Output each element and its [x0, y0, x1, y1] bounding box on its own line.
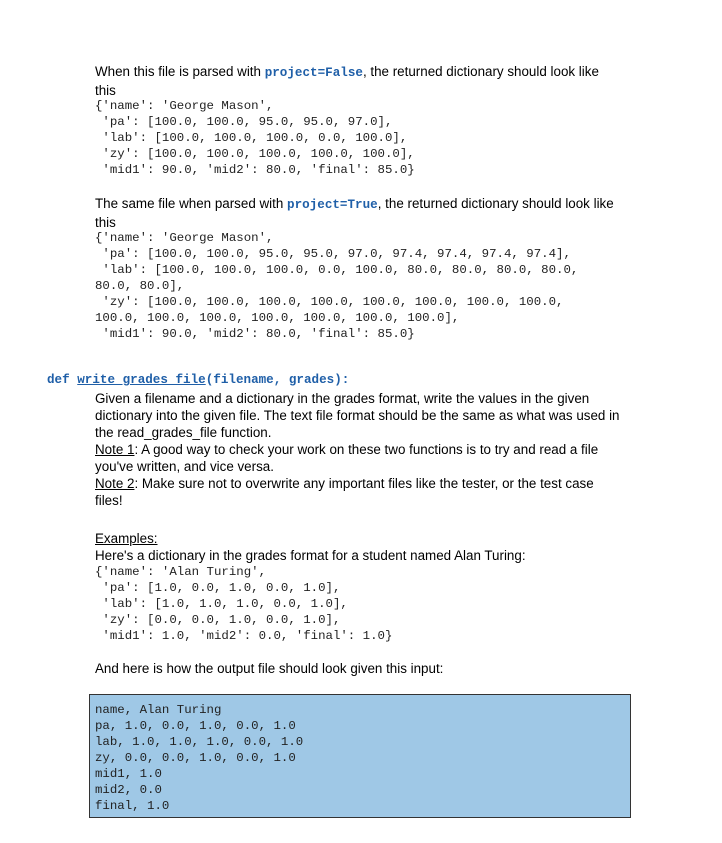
section1-code-block: [95, 98, 415, 178]
note-1: [95, 441, 705, 458]
output-line: final, 1.0: [95, 799, 170, 813]
code-line: 'mid1': 90.0, 'mid2': 80.0, 'final': 85.0}: [95, 163, 415, 177]
function-description: [95, 390, 705, 509]
code-line: {'name': 'George Mason',: [95, 99, 274, 113]
function-params: (filename, grades):: [205, 373, 350, 387]
section2-intro-prefix: The same file when parsed with: [95, 196, 288, 211]
note-2-label: Note 2: [95, 476, 135, 491]
output-line: mid1, 1.0: [95, 767, 162, 781]
section2-intro-code: project=True: [287, 198, 378, 212]
code-line: {'name': 'Alan Turing',: [95, 565, 267, 579]
function-signature: [47, 373, 349, 387]
section1-intro: [95, 63, 695, 99]
code-line: 'lab': [1.0, 1.0, 1.0, 0.0, 1.0],: [95, 597, 348, 611]
note-2: [95, 475, 705, 492]
code-line: 'zy': [100.0, 100.0, 100.0, 100.0, 100.0, 100.0, 100.0, 100.0,: [95, 295, 564, 309]
description-line: the read_grades_file function.: [95, 425, 272, 440]
code-line: 'pa': [100.0, 100.0, 95.0, 95.0, 97.0],: [95, 115, 393, 129]
def-keyword: def: [47, 373, 78, 387]
code-line: 'mid1': 1.0, 'mid2': 0.0, 'final': 1.0}: [95, 629, 393, 643]
section2-intro-suffix: , the returned dictionary should look like: [377, 196, 614, 211]
code-line: 'pa': [1.0, 0.0, 1.0, 0.0, 1.0],: [95, 581, 341, 595]
section1-intro-line2: this: [95, 83, 116, 98]
code-line: 'lab': [100.0, 100.0, 100.0, 0.0, 100.0, 80.0, 80.0, 80.0, 80.0,: [95, 263, 579, 277]
examples-header: [95, 530, 705, 564]
code-line: 'mid1': 90.0, 'mid2': 80.0, 'final': 85.0}: [95, 327, 415, 341]
code-line: {'name': 'George Mason',: [95, 231, 274, 245]
note-1-continued: you've written, and vice versa.: [95, 459, 274, 474]
section1-intro-code: project=False: [264, 66, 363, 80]
output-line: mid2, 0.0: [95, 783, 162, 797]
code-line: 'pa': [100.0, 100.0, 95.0, 95.0, 97.0, 97.4, 97.4, 97.4, 97.4],: [95, 247, 571, 261]
note-2-text: : Make sure not to overwrite any important files like the tester, or the test case: [134, 476, 594, 491]
code-line: 'zy': [0.0, 0.0, 1.0, 0.0, 1.0],: [95, 613, 341, 627]
note-1-text: : A good way to check your work on these two functions is to try and read a file: [134, 442, 599, 457]
note-1-label: Note 1: [95, 442, 135, 457]
section1-intro-suffix: , the returned dictionary should look like: [362, 64, 599, 79]
code-line: 'zy': [100.0, 100.0, 100.0, 100.0, 100.0],: [95, 147, 415, 161]
code-line: 80.0, 80.0],: [95, 279, 185, 293]
output-line: zy, 0.0, 0.0, 1.0, 0.0, 1.0: [95, 751, 296, 765]
note-2-continued: files!: [95, 493, 123, 508]
output-line: pa, 1.0, 0.0, 1.0, 0.0, 1.0: [95, 719, 296, 733]
code-line: 100.0, 100.0, 100.0, 100.0, 100.0, 100.0, 100.0],: [95, 311, 460, 325]
function-name: write_grades_file: [77, 373, 206, 387]
examples-heading: Examples:: [95, 531, 158, 546]
output-file-content: [90, 695, 630, 814]
output-line: name, Alan Turing: [95, 703, 222, 717]
examples-code-block: [95, 564, 392, 644]
section1-intro-prefix: When this file is parsed with: [95, 64, 265, 79]
description-line: dictionary into the given file. The text file format should be the same as what was used in: [95, 408, 620, 423]
output-line: lab, 1.0, 1.0, 1.0, 0.0, 1.0: [95, 735, 304, 749]
examples-intro: Here's a dictionary in the grades format for a student named Alan Turing:: [95, 548, 526, 563]
section2-code-block: [95, 230, 578, 342]
section2-intro: [95, 195, 695, 231]
code-line: 'lab': [100.0, 100.0, 100.0, 0.0, 100.0],: [95, 131, 408, 145]
output-intro: And here is how the output file should look given this input:: [95, 661, 444, 676]
section2-intro-line2: this: [95, 215, 116, 230]
description-line: Given a filename and a dictionary in the grades format, write the values in the given: [95, 391, 590, 406]
output-file-box: [89, 694, 631, 818]
